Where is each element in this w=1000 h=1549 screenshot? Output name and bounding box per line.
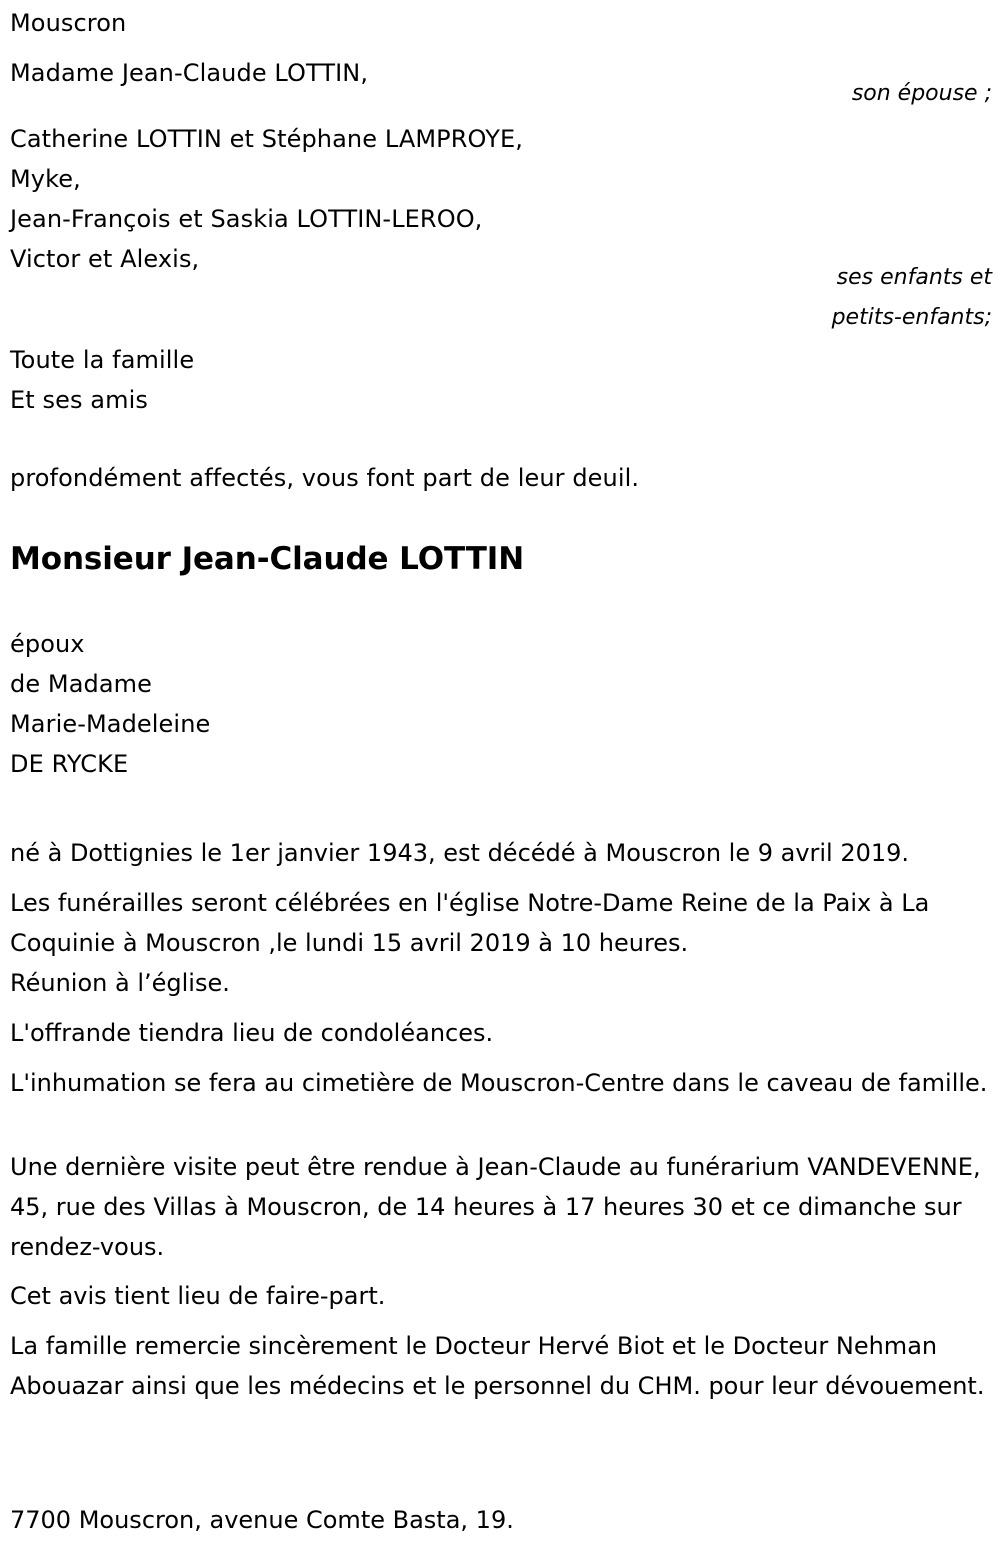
visitation-paragraph: Une dernière visite peut être rendue à Jean-Claude au funérarium VANDEVENNE, 45, rue des Villas à Mouscron, de 14 heures à 17 heures 30 et ce dimanche sur rendez-vous. [10, 1153, 981, 1261]
burial-paragraph: L'inhumation se fera au cimetière de Mouscron-Centre dans le caveau de famille. [10, 1069, 988, 1097]
child-line-1: Catherine LOTTIN et Stéphane LAMPROYE, [10, 125, 523, 153]
address-paragraph: 7700 Mouscron, avenue Comte Basta, 19. [10, 1506, 514, 1534]
thanks-paragraph: La famille remercie sincèrement le Docteur Hervé Biot et le Docteur Nehman Abouazar ainsi que les médecins et le personnel du CHM. pour leur dévouement. [10, 1332, 985, 1400]
spouse-qualifier: son épouse ; [851, 81, 992, 106]
gathering-paragraph: Réunion à l’église. [10, 969, 230, 997]
extended-family-line: Toute la famille [10, 346, 195, 374]
announcement-line: profondément affectés, vous font part de leur deuil. [10, 464, 640, 492]
relation-line-4: DE RYCKE [10, 750, 129, 778]
children-qualifier-line-1: ses enfants et [836, 265, 992, 290]
ceremony-paragraph: Les funérailles seront célébrées en l'église Notre-Dame Reine de la Paix à La Coquinie à Mouscron ,le lundi 15 avril 2019 à 10 heures. [10, 889, 930, 957]
child-line-4: Victor et Alexis, [10, 245, 200, 273]
birth-death-paragraph: né à Dottignies le 1er janvier 1943, est décédé à Mouscron le 9 avril 2019. [10, 839, 910, 867]
child-line-3: Jean-François et Saskia LOTTIN-LEROO, [10, 205, 483, 233]
children-qualifier-line-2: petits-enfants; [831, 305, 992, 330]
relation-line-3: Marie-Madeleine [10, 710, 211, 738]
faire-part-note-paragraph: Cet avis tient lieu de faire-part. [10, 1282, 386, 1310]
friends-line: Et ses amis [10, 386, 148, 414]
relation-line-2: de Madame [10, 670, 153, 698]
spouse-name-line: Madame Jean-Claude LOTTIN, [10, 59, 369, 87]
deceased-name-heading: Monsieur Jean-Claude LOTTIN [10, 541, 525, 577]
relation-line-1: époux [10, 630, 85, 658]
offering-paragraph: L'offrande tiendra lieu de condoléances. [10, 1019, 494, 1047]
city-header: Mouscron [10, 9, 127, 37]
child-line-2: Myke, [10, 165, 81, 193]
